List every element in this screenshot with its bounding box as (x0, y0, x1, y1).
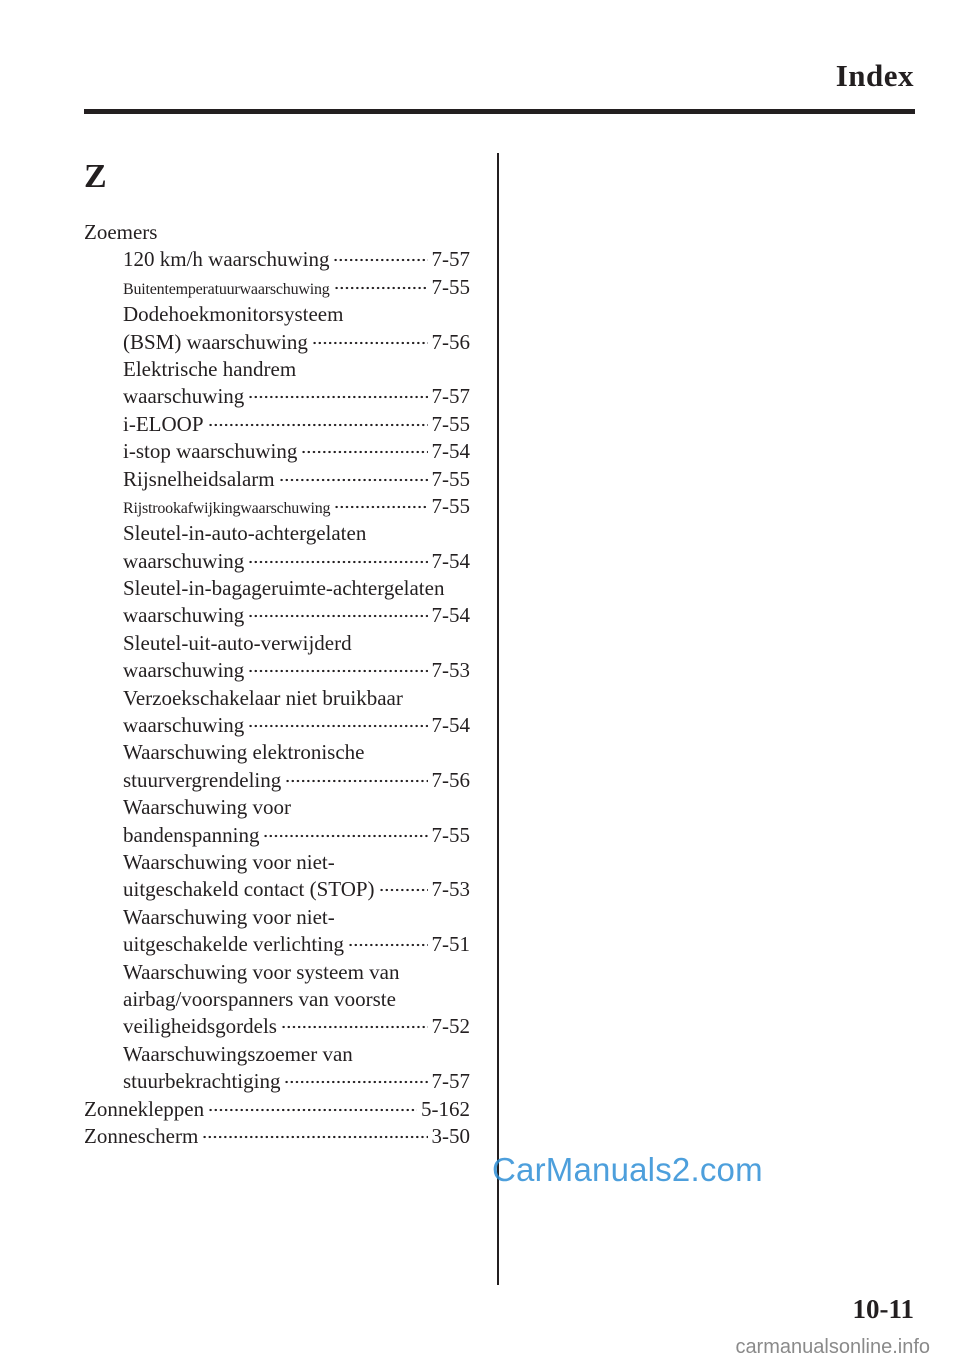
index-entry (84, 602, 470, 629)
dot-leader (334, 495, 427, 513)
dot-leader (285, 769, 427, 787)
entry-label: Waarschuwing elektronische (123, 740, 365, 765)
index-entry (84, 301, 470, 328)
entry-page-ref[interactable]: 3-50 (431, 1123, 470, 1148)
index-entry (84, 1068, 470, 1095)
entry-label: Waarschuwing voor niet- (123, 849, 335, 874)
dot-leader (334, 276, 428, 294)
index-entry (84, 548, 470, 575)
dot-leader (348, 933, 427, 951)
index-entries (84, 219, 470, 1150)
index-entry (84, 630, 470, 657)
entry-label: waarschuwing (123, 603, 245, 628)
entry-label: Waarschuwingszoemer van (123, 1041, 353, 1066)
entry-page-ref[interactable]: 7-52 (431, 1014, 470, 1039)
entry-page-ref[interactable]: 7-54 (431, 603, 470, 628)
index-entry (84, 767, 470, 794)
index-entry (84, 904, 470, 931)
entry-page-ref[interactable]: 7-55 (431, 493, 470, 518)
index-entry (84, 959, 470, 986)
page-number: 10-11 (852, 1294, 914, 1324)
entry-label: uitgeschakeld contact (STOP) (123, 877, 375, 902)
entry-label: Sleutel-in-auto-achtergelaten (123, 521, 367, 546)
index-entry (84, 657, 470, 684)
index-entry (84, 876, 470, 903)
entry-page-ref[interactable]: 7-55 (431, 822, 470, 847)
dot-leader (248, 604, 427, 622)
entry-label: Waarschuwing voor niet- (123, 904, 335, 929)
index-entry (84, 1013, 470, 1040)
dot-leader (263, 824, 427, 842)
index-entry (84, 438, 470, 465)
entry-page-ref[interactable]: 5-162 (421, 1096, 470, 1121)
index-entry (84, 1041, 470, 1068)
index-entry (84, 383, 470, 410)
entry-label: stuurbekrachtiging (123, 1069, 281, 1094)
entry-label: veiligheidsgordels (123, 1014, 277, 1039)
index-entry (84, 246, 470, 273)
dot-leader (248, 385, 427, 403)
index-entry (84, 411, 470, 438)
entry-label: uitgeschakelde verlichting (123, 932, 345, 957)
index-entry (84, 986, 470, 1013)
entry-label: Dodehoekmonitorsysteem (123, 302, 344, 327)
entry-label: Zonnescherm (84, 1123, 199, 1148)
entry-page-ref[interactable]: 7-55 (431, 411, 470, 436)
dot-leader (248, 659, 427, 677)
index-entry (84, 794, 470, 821)
index-entry (84, 822, 470, 849)
entry-page-ref[interactable]: 7-57 (431, 1069, 470, 1094)
entry-label: Verzoekschakelaar niet bruikbaar (123, 685, 403, 710)
entry-page-ref[interactable]: 7-53 (431, 877, 470, 902)
index-entry (84, 575, 470, 602)
entry-page-ref[interactable]: 7-54 (431, 439, 470, 464)
entry-page-ref[interactable]: 7-53 (431, 658, 470, 683)
entry-label: airbag/voorspanners van voorste (123, 986, 396, 1011)
index-entry (84, 1123, 470, 1150)
entry-page-ref[interactable]: 7-54 (431, 548, 470, 573)
entry-label: waarschuwing (123, 548, 245, 573)
index-entry (84, 685, 470, 712)
page-title: Index (835, 58, 914, 93)
entry-label: stuurvergrendeling (123, 767, 282, 792)
dot-leader (379, 878, 428, 896)
dot-leader (301, 440, 427, 458)
entry-label: Rijsnelheidsalarm (123, 466, 275, 491)
index-entry (84, 274, 470, 301)
entry-page-ref[interactable]: 7-55 (431, 466, 470, 491)
entry-label: waarschuwing (123, 384, 245, 409)
entry-page-ref[interactable]: 7-55 (431, 274, 470, 299)
watermark: CarManuals2.com (492, 1151, 763, 1188)
entry-page-ref[interactable]: 7-57 (431, 384, 470, 409)
dot-leader (284, 1070, 427, 1088)
entry-page-ref[interactable]: 7-51 (431, 932, 470, 957)
index-entry (84, 466, 470, 493)
dot-leader (248, 550, 427, 568)
index-entry (84, 493, 470, 520)
index-entry (84, 329, 470, 356)
dot-leader (248, 714, 427, 732)
index-entry (84, 712, 470, 739)
column-divider (497, 153, 499, 1285)
entry-page-ref[interactable]: 7-56 (431, 767, 470, 792)
dot-leader (279, 468, 428, 486)
entry-label: Waarschuwing voor systeem van (123, 959, 400, 984)
entry-label: waarschuwing (123, 713, 245, 738)
index-entry (84, 1096, 470, 1123)
entry-label: Buitentemperatuurwaarschuwing (123, 280, 330, 298)
entry-label: bandenspanning (123, 822, 260, 847)
entry-label: waarschuwing (123, 658, 245, 683)
entry-page-ref[interactable]: 7-56 (431, 329, 470, 354)
index-entry (84, 931, 470, 958)
entry-label: Sleutel-in-bagageruimte-achtergelaten (123, 576, 445, 601)
index-entry (84, 219, 470, 246)
index-entry (84, 849, 470, 876)
entry-label: i-stop waarschuwing (123, 439, 298, 464)
entry-label: Rijstrookafwijkingwaarschuwing (123, 499, 331, 517)
dot-leader (281, 1015, 428, 1033)
dot-leader (333, 248, 427, 266)
entry-label: i-ELOOP (123, 411, 204, 436)
dot-leader (312, 331, 428, 349)
index-entry (84, 520, 470, 547)
dot-leader (208, 413, 428, 431)
index-entry (84, 356, 470, 383)
entry-label: Sleutel-uit-auto-verwijderd (123, 630, 352, 655)
entry-label: Elektrische handrem (123, 356, 297, 381)
section-letter: Z (84, 158, 107, 195)
entry-label: Waarschuwing voor (123, 795, 292, 820)
dot-leader (202, 1125, 427, 1143)
entry-label: 120 km/h waarschuwing (123, 247, 330, 272)
footer-url: carmanualsonline.info (735, 1336, 930, 1358)
entry-label: Zoemers (84, 220, 158, 244)
dot-leader (208, 1098, 417, 1116)
entry-page-ref[interactable]: 7-54 (431, 713, 470, 738)
index-entry (84, 739, 470, 766)
entry-label: Zonnekleppen (84, 1096, 205, 1121)
header-rule (84, 109, 915, 114)
entry-label: (BSM) waarschuwing (123, 329, 308, 354)
entry-page-ref[interactable]: 7-57 (431, 247, 470, 272)
